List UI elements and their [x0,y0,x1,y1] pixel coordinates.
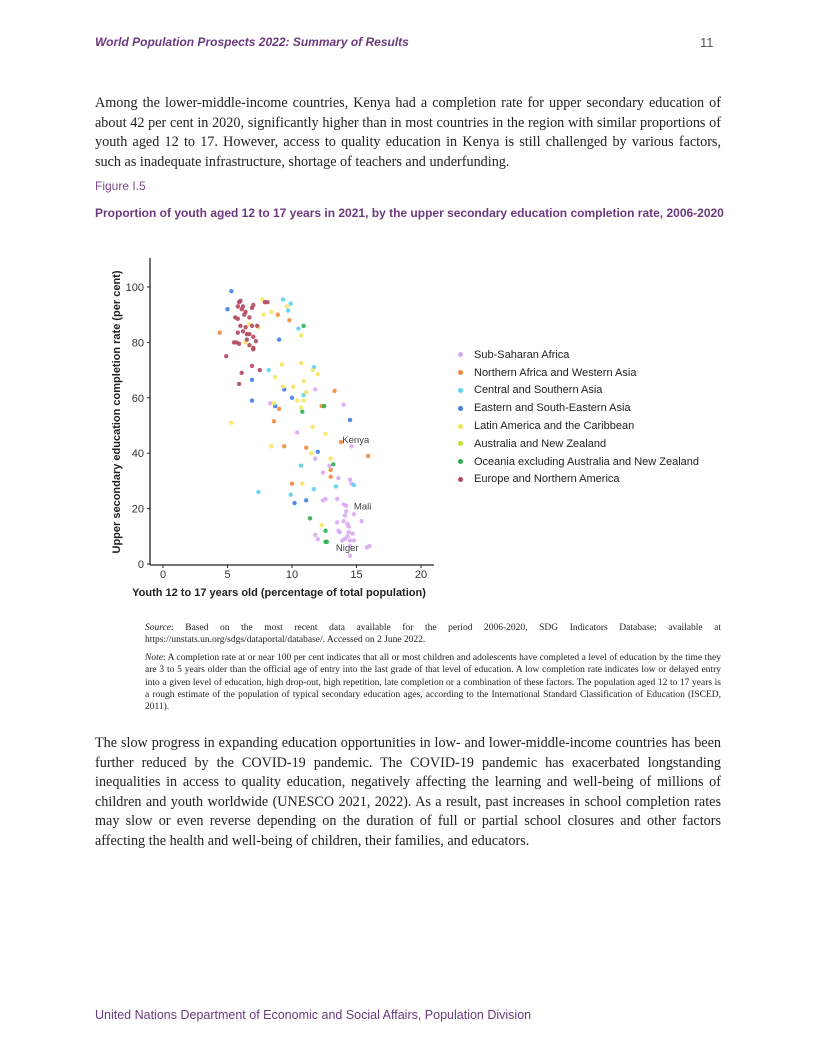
data-point [237,300,241,304]
legend-marker-icon [458,406,463,411]
legend-marker-icon [458,388,463,393]
x-tick-label: 0 [159,569,167,581]
figure-label: Figure I.5 [95,179,146,193]
legend-marker-icon [458,424,463,429]
data-point [301,398,305,402]
data-point [340,538,344,542]
data-point [300,481,304,485]
data-point [239,307,243,311]
data-point [224,354,228,358]
data-point [250,364,254,368]
y-tick-label: 20 [131,503,144,516]
data-point [290,396,294,400]
data-point [250,306,254,310]
data-point [310,425,314,429]
page-number: 11 [700,35,714,50]
data-point [269,310,273,314]
y-tick-label: 100 [125,282,144,294]
data-point [289,493,293,497]
legend-marker-icon [458,370,463,375]
data-point [325,540,329,544]
data-point [255,324,259,328]
data-point [236,317,240,321]
data-point [323,432,327,436]
data-point [272,401,276,405]
data-point [352,538,356,542]
data-point [242,313,246,317]
data-point [268,401,272,405]
data-point [238,324,242,328]
annotation-label: Kenya [342,435,370,447]
data-point [225,307,229,311]
data-point [256,490,260,494]
data-point [277,337,281,341]
data-point [327,463,331,467]
data-point [236,331,240,335]
data-point [308,516,312,520]
x-tick-label: 10 [285,569,299,581]
legend-item [458,417,699,435]
data-point [299,405,303,409]
data-point [359,519,363,523]
data-point [347,530,351,534]
data-point [299,361,303,365]
legend-label: Sub-Saharan Africa [474,348,570,361]
data-point [310,368,314,372]
data-point [251,347,255,351]
legend-marker-icon [458,477,463,482]
x-tick-label: 20 [414,569,428,581]
data-point [299,463,303,467]
legend-item [458,453,699,471]
data-point [329,468,333,472]
legend-item [458,435,699,453]
legend-label: Latin America and the Caribbean [474,420,635,433]
data-point [229,289,233,293]
data-point [277,407,281,411]
legend-item [458,346,699,364]
y-tick-label: 40 [131,448,144,461]
data-point [269,444,273,448]
source-label: Source [145,623,172,633]
data-point [276,313,280,317]
data-point [312,487,316,491]
scatter-chart [100,250,460,600]
data-point [296,326,300,330]
legend-item [458,471,699,489]
data-point [290,481,294,485]
y-tick-label: 0 [137,559,144,571]
data-point [239,371,243,375]
data-point [301,324,305,328]
data-point [367,544,371,548]
data-point [250,324,254,328]
data-point [247,315,251,319]
data-point [347,524,351,528]
data-point [291,385,295,389]
legend-item [458,399,699,417]
data-point [331,462,335,466]
data-point [304,445,308,449]
figure-note [145,652,721,713]
data-point [335,520,339,524]
data-point [236,304,240,308]
data-point [344,504,348,508]
x-axis-label: Youth 12 to 17 years old (percentage of total population) [132,587,426,599]
data-point [254,339,258,343]
data-point [332,389,336,393]
data-point [267,368,271,372]
y-tick-label: 60 [131,392,144,405]
data-point [299,333,303,337]
data-point [247,332,251,336]
legend-label: Northern Africa and Western Asia [474,366,637,379]
data-point [300,409,304,413]
annotation-label: Mali [353,501,372,513]
data-point [265,300,269,304]
legend-item [458,364,699,382]
data-point [286,308,290,312]
data-point [301,379,305,383]
data-point [336,476,340,480]
x-tick-label: 15 [350,569,363,581]
data-point [338,530,342,534]
data-point [313,533,317,537]
data-point [341,403,345,407]
data-point [247,343,251,347]
data-point [323,529,327,533]
data-point [316,450,320,454]
data-point [237,382,241,386]
legend-marker-icon [458,352,463,357]
data-point [292,501,296,505]
legend-marker-icon [458,441,463,446]
data-point [329,457,333,461]
data-point [243,325,247,329]
data-point [341,519,345,523]
data-point [348,418,352,422]
legend-item [458,382,699,400]
data-point [344,509,348,513]
data-point [348,477,352,481]
data-point [295,430,299,434]
legend-label: Central and Southern Asia [474,384,603,397]
data-point [250,398,254,402]
legend-marker-icon [458,459,463,464]
legend-label: Oceania excluding Australia and New Zealand [474,455,700,468]
page-footer: United Nations Department of Economic and Social Affairs, Population Division [95,1008,532,1022]
data-point [304,498,308,502]
legend-label: Australia and New Zealand [474,437,607,450]
data-point [323,497,327,501]
data-point [334,484,338,488]
figure-title: Proportion of youth aged 12 to 17 years in 2021, by the upper secondary education completion rate, 2006-2020 [95,206,724,220]
data-point [321,470,325,474]
note-label: Note [145,653,163,663]
data-point [282,444,286,448]
x-tick-label: 5 [224,569,231,581]
data-point [218,331,222,335]
data-point [348,538,352,542]
data-point [237,342,241,346]
data-point [319,523,323,527]
data-point [309,451,313,455]
data-point [287,318,291,322]
data-point [329,475,333,479]
data-point [241,329,245,333]
data-point [273,375,277,379]
data-point [350,531,354,535]
data-point [316,372,320,376]
data-point [281,385,285,389]
annotation-label: Niger [335,543,359,555]
paragraph-covid: The slow progress in expanding education opportunities in low- and lower-middle-income countries has been further reduced by the COVID-19 pandemic. The COVID-19 pandemic has exacerbated longstanding inequalities in access to quality education, negatively affecting the learning and well-being of millions of children and youth worldwide (UNESCO 2021, 2022). As a result, past increases in school completion rates may slow or even reverse depending on the duration of full or partial school closures and other factors affecting the health and well-being of children, their families, and educators. [95,735,721,849]
data-point [285,304,289,308]
data-point [289,301,293,305]
legend-label: Europe and Northern America [474,473,620,486]
data-point [335,497,339,501]
data-point [250,378,254,382]
legend-label: Eastern and South-Eastern Asia [474,402,631,415]
data-point [261,313,265,317]
source-text: : Based on the most recent data available for the period 2006-2020, SDG Indicators Database; available at https://unstats.un.org/sdgs/dataportal/database/. Accessed on 2 June 2022. [145,623,721,646]
data-point [313,457,317,461]
data-point [313,387,317,391]
y-axis-label: Upper secondary education completion rate (per cent) [111,270,123,554]
data-point [258,368,262,372]
data-point [304,390,308,394]
data-point [352,483,356,487]
paragraph-kenya: Among the lower-middle-income countries, Kenya had a completion rate for upper secondary education of about 42 per cent in 2020, significantly higher than in most countries in the region with similar proportions of youth aged 12 to 17. However, access to quality education in Kenya is still challenged by various factors, such as inadequate infrastructure, shortage of teachers and underfunding. [95,95,721,170]
data-point [272,419,276,423]
chart-legend [458,346,699,488]
data-point [279,362,283,366]
running-header: World Population Prospects 2022: Summary of Results [95,35,409,49]
data-point [251,335,255,339]
data-point [343,513,347,517]
data-point [366,454,370,458]
source-note [145,622,721,647]
data-point [229,421,233,425]
note-text: : A completion rate at or near 100 per cent indicates that all or most children and adolescents have completed a level of education by the time they are 3 to 5 years older than the official age of entry into the last grade of that level of education. A low completion rate indicates low or delayed entry into a given level of education, high drop-out, high repetition, late completion or a combination of these factors. The population aged 12 to 17 years is a rough estimate of the population of typical secondary education ages, according to the International Standard Classification of Education (ISCED, 2011). [145,653,721,713]
data-point [322,404,326,408]
data-point [316,537,320,541]
data-point [295,398,299,402]
data-point [281,297,285,301]
y-tick-label: 80 [131,337,144,350]
data-point [245,337,249,341]
